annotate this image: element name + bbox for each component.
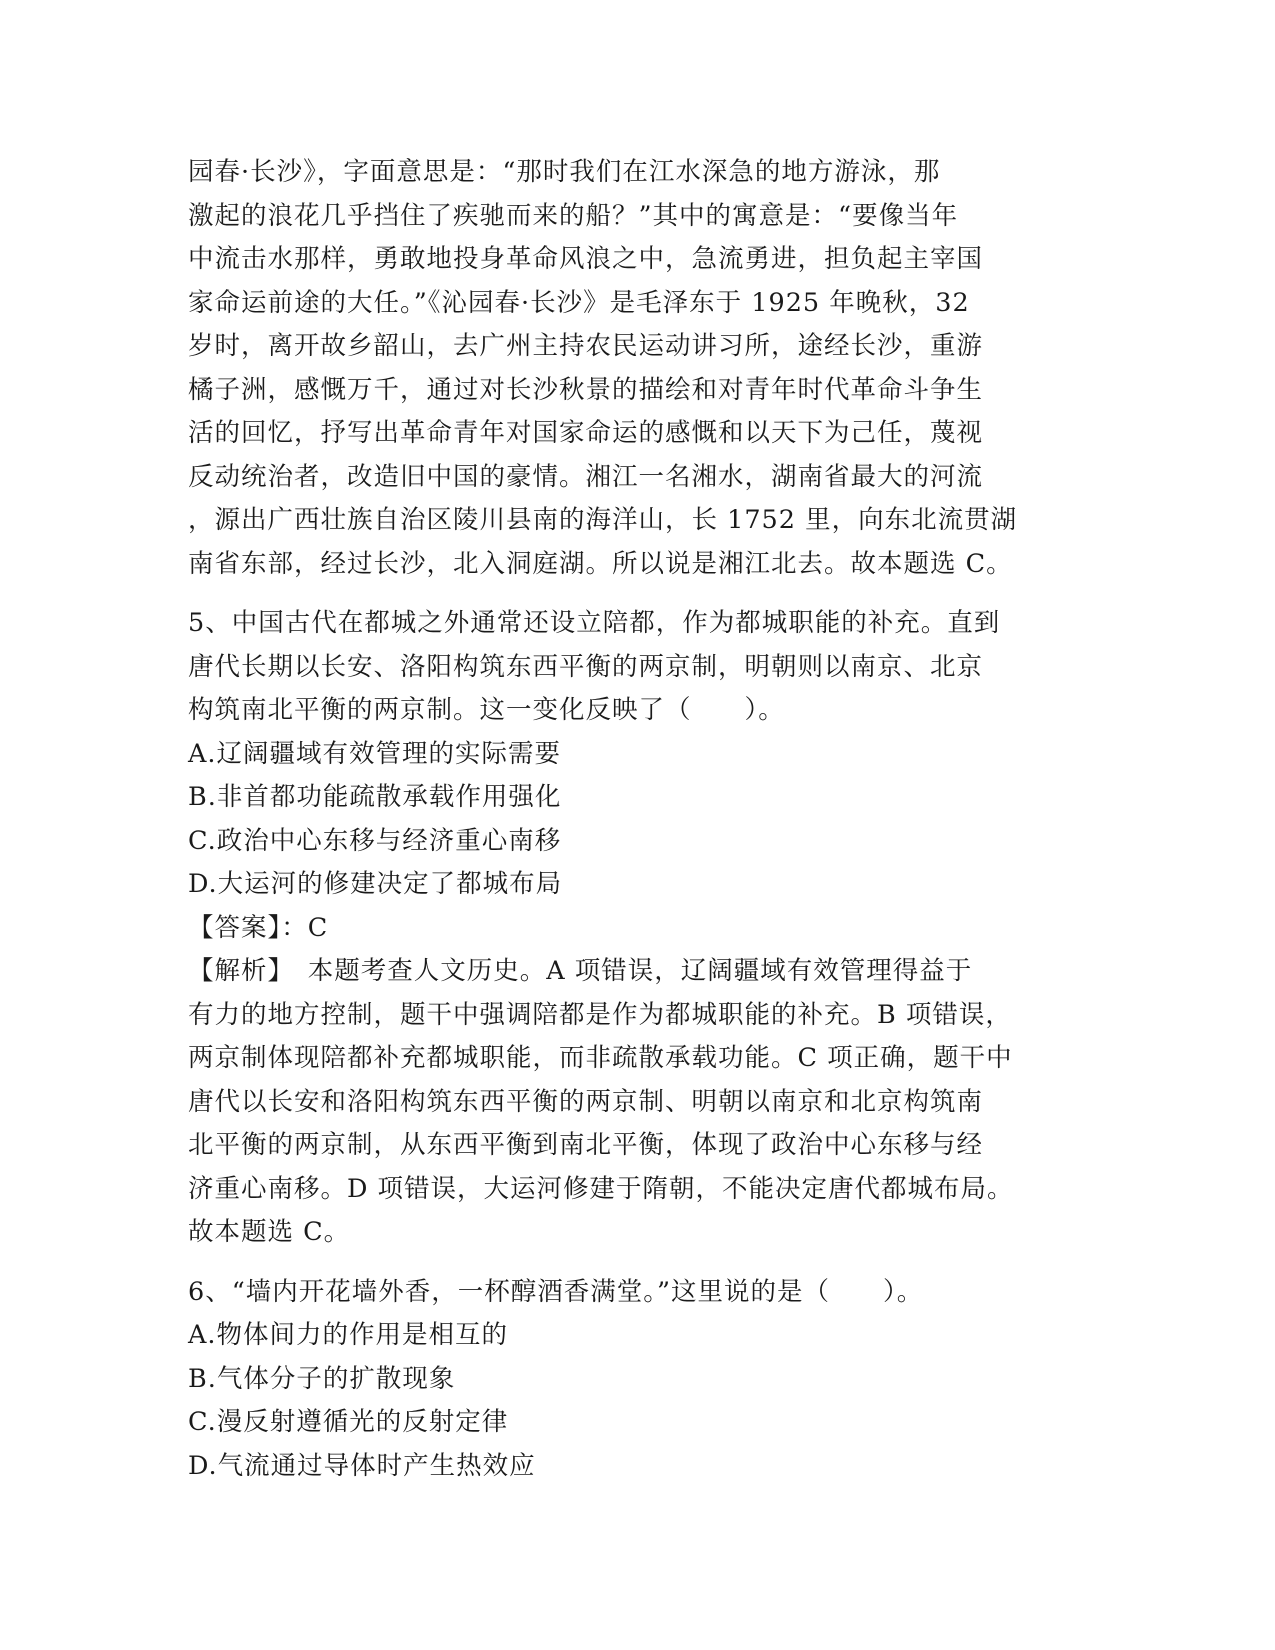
analysis-line: 有力的地方控制，题干中强调陪都是作为都城职能的补充。B 项错误， — [188, 999, 1012, 1030]
continuation-paragraph — [188, 151, 1088, 586]
analysis-line: 两京制体现陪都补充都城职能，而非疏散承载功能。C 项正确，题干中 — [188, 1043, 1013, 1073]
text-line: 橘子洲，感慨万千，通过对长沙秋景的描绘和对青年时代革命斗争生 — [188, 374, 984, 405]
text-line: 活的回忆，抒写出革命青年对国家命运的感慨和以天下为己任，蔑视 — [188, 418, 984, 448]
analysis-line: 济重心南移。D 项错误，大运河修建于隋朝，不能决定唐代都城布局。 — [188, 1173, 1014, 1204]
text-line: 家命运前途的大任。”《沁园春·长沙》是毛泽东于 1925 年晚秋，32 — [188, 287, 970, 318]
text-line: 激起的浪花几乎挡住了疾驰而来的船？”其中的寓意是：“要像当年 — [188, 200, 959, 231]
text-line: 反动统治者，改造旧中国的豪情。湘江一名湘水，湖南省最大的河流 — [188, 461, 984, 492]
document-page — [188, 151, 1088, 1488]
option-a: A.物体间力的作用是相互的 — [188, 1320, 509, 1350]
section-gap — [188, 1255, 1088, 1271]
text-line: 岁时，离开故乡韶山，去广州主持农民运动讲习所，途经长沙，重游 — [188, 331, 984, 361]
analysis-line: 【解析】 本题考查人文历史。A 项错误，辽阔疆域有效管理得益于 — [188, 956, 973, 986]
question-stem-line: 6、“墙内开花墙外香，一杯醇酒香满堂。”这里说的是（ ）。 — [188, 1276, 924, 1307]
question-stem-line: 构筑南北平衡的两京制。这一变化反映了（ ）。 — [188, 695, 785, 725]
text-line: 中流击水那样，勇敢地投身革命风浪之中，急流勇进，担负起主宰国 — [188, 244, 984, 274]
text-line: 园春·长沙》，字面意思是：“那时我们在江水深急的地方游泳，那 — [188, 157, 941, 187]
question-6 — [188, 1271, 1088, 1489]
question-stem-line: 唐代长期以长安、洛阳构筑东西平衡的两京制，明朝则以南京、北京 — [188, 651, 984, 682]
option-c: C.政治中心东移与经济重心南移 — [188, 825, 562, 856]
option-d: D.气流通过导体时产生热效应 — [188, 1450, 536, 1481]
option-b: B.气体分子的扩散现象 — [188, 1363, 456, 1394]
section-gap — [188, 586, 1088, 602]
answer-line: 【答案】：C — [188, 912, 329, 943]
analysis-line: 北平衡的两京制，从东西平衡到南北平衡，体现了政治中心东移与经 — [188, 1130, 984, 1160]
option-a: A.辽阔疆域有效管理的实际需要 — [188, 738, 562, 769]
option-d: D.大运河的修建决定了都城布局 — [188, 869, 563, 899]
text-line: ，源出广西壮族自治区陵川县南的海洋山，长 1752 里，向东北流贯湖 — [188, 505, 1018, 535]
option-b: B.非首都功能疏散承载作用强化 — [188, 782, 562, 812]
analysis-line: 唐代以长安和洛阳构筑东西平衡的两京制、明朝以南京和北京构筑南 — [188, 1086, 984, 1117]
text-line: 南省东部，经过长沙，北入洞庭湖。所以说是湘江北去。故本题选 C。 — [188, 548, 1013, 579]
analysis-line: 故本题选 C。 — [188, 1217, 351, 1247]
option-c: C.漫反射遵循光的反射定律 — [188, 1407, 509, 1437]
question-stem-line: 5、中国古代在都城之外通常还设立陪都，作为都城职能的补充。直到 — [188, 608, 1001, 638]
question-5 — [188, 602, 1088, 1255]
